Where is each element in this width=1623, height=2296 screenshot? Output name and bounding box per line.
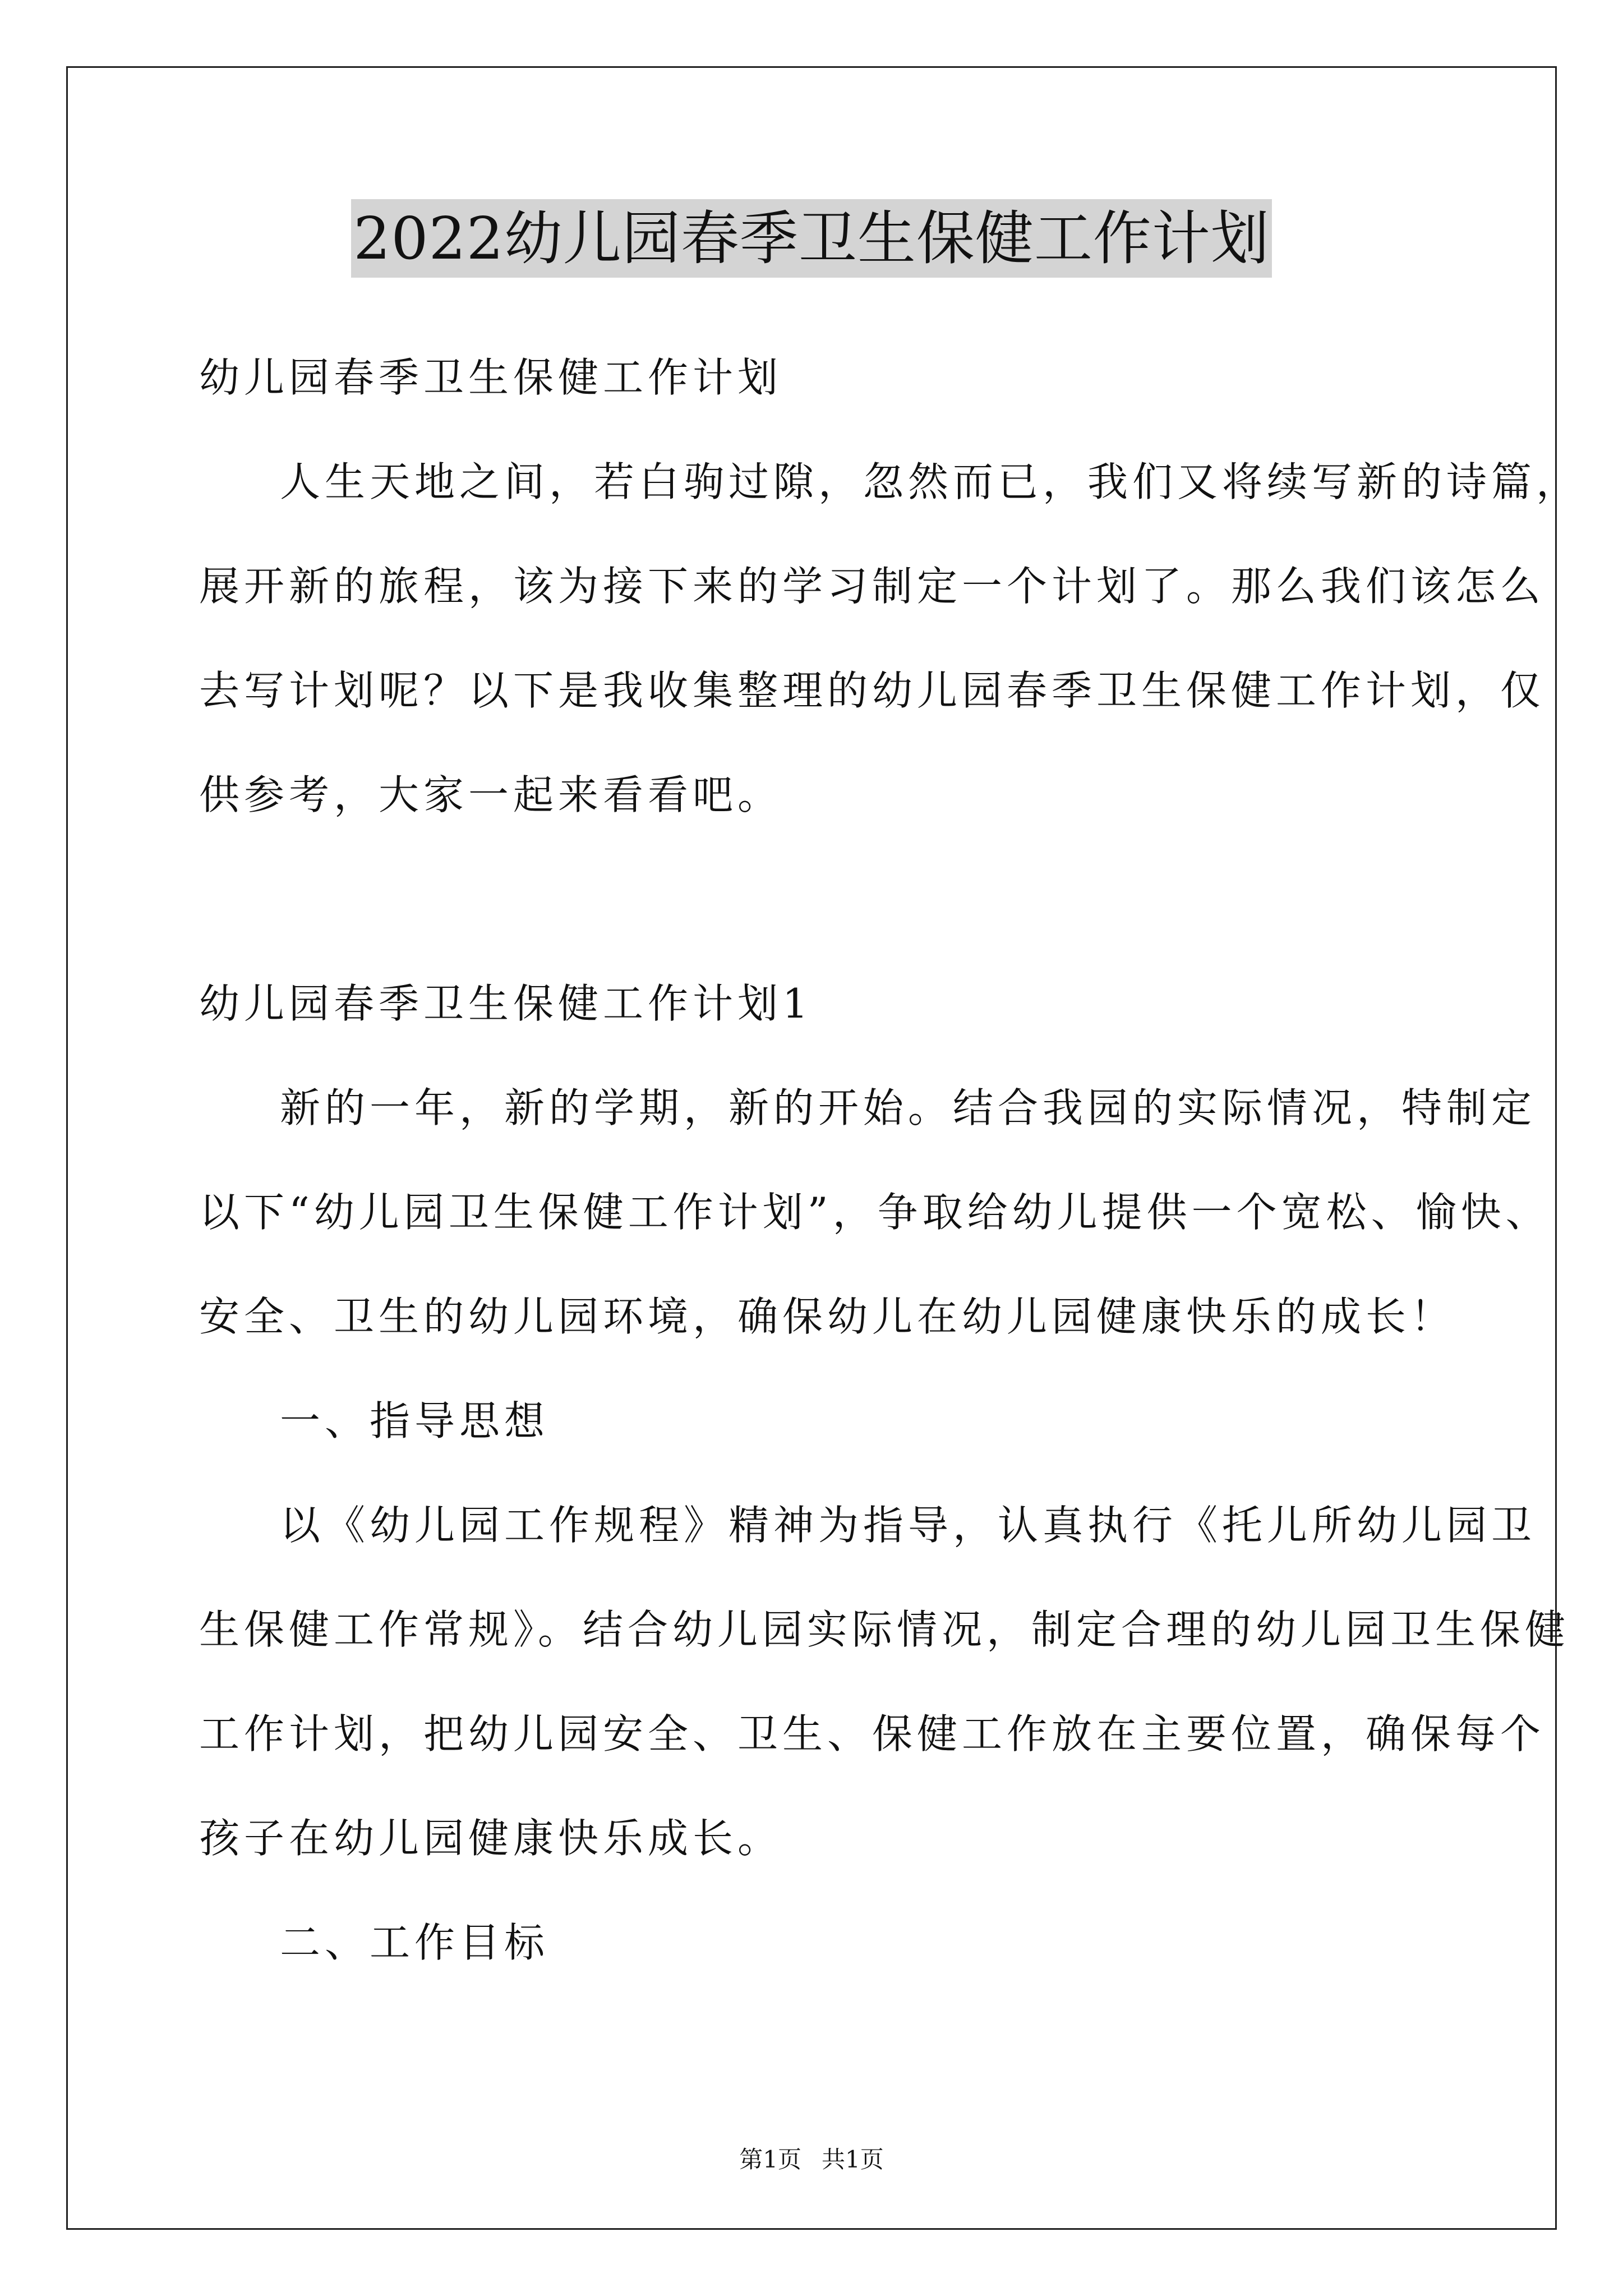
paragraph-line: 工作计划，把幼儿园安全、卫生、保健工作放在主要位置，确保每个 xyxy=(199,1710,1546,1757)
page-total: 共1页 xyxy=(822,2146,884,2173)
paragraph-line: 去写计划呢？以下是我收集整理的幼儿园春季卫生保健工作计划，仅 xyxy=(199,667,1546,714)
title-container xyxy=(0,199,1623,278)
paragraph-line: 以下“幼儿园卫生保健工作计划”，争取给幼儿提供一个宽松、愉快、 xyxy=(199,1189,1551,1236)
paragraph-line: 人生天地之间，若白驹过隙，忽然而已，我们又将续写新的诗篇， xyxy=(280,458,1581,505)
section-title-line: 幼儿园春季卫生保健工作计划1 xyxy=(199,980,813,1027)
document-body xyxy=(199,325,1581,1995)
page-number: 第1页 xyxy=(739,2146,801,2173)
paragraph-line: 供参考，大家一起来看看吧。 xyxy=(199,771,783,818)
document-title: 2022幼儿园春季卫生保健工作计划 xyxy=(351,199,1272,278)
paragraph-line: 安全、卫生的幼儿园环境，确保幼儿在幼儿园健康快乐的成长！ xyxy=(199,1293,1456,1340)
paragraph-line: 新的一年，新的学期，新的开始。结合我园的实际情况，特制定 xyxy=(280,1084,1537,1131)
paragraph-line: 生保健工作常规》。结合幼儿园实际情况，制定合理的幼儿园卫生保健 xyxy=(199,1606,1570,1653)
paragraph-line: 展开新的旅程，该为接下来的学习制定一个计划了。那么我们该怎么 xyxy=(199,563,1546,610)
subtitle-line: 幼儿园春季卫生保健工作计划 xyxy=(199,354,783,401)
paragraph-line: 以《幼儿园工作规程》精神为指导，认真执行《托儿所幼儿园卫 xyxy=(280,1502,1537,1549)
heading-line: 一、指导思想 xyxy=(280,1397,550,1444)
page-footer xyxy=(0,2143,1623,2177)
heading-line: 二、工作目标 xyxy=(280,1919,550,1966)
paragraph-line: 孩子在幼儿园健康快乐成长。 xyxy=(199,1815,783,1862)
paragraph-gap xyxy=(199,847,1455,951)
